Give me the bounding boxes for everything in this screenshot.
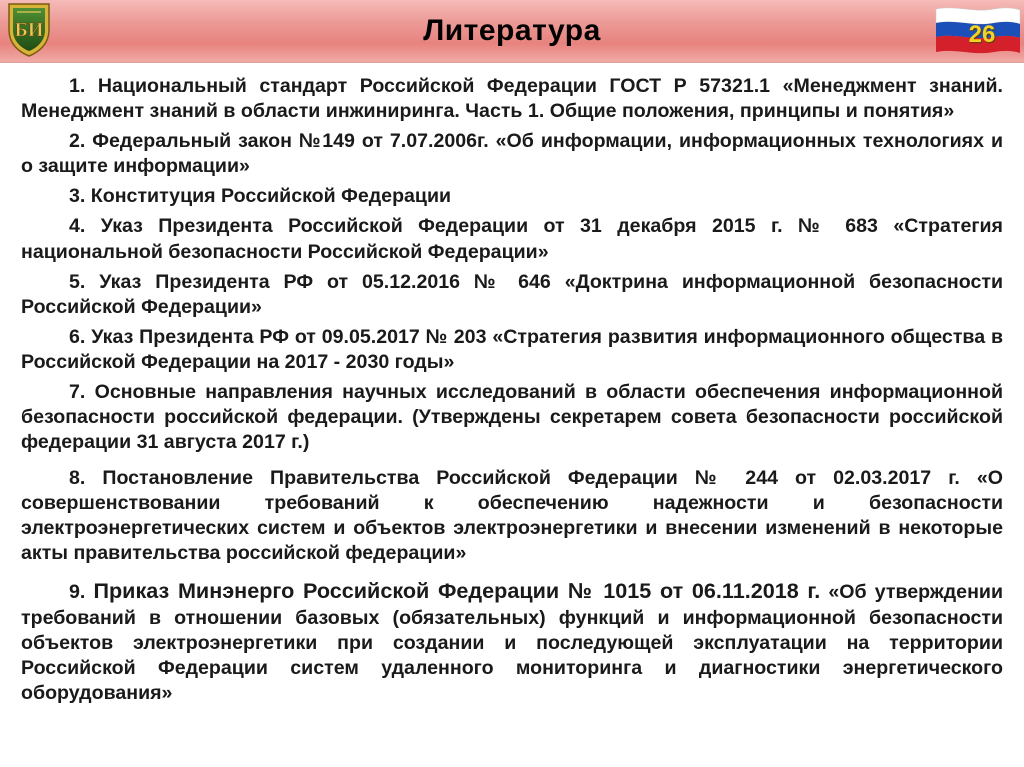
reference-list xyxy=(21,74,1003,711)
reference-item-6: 6. Указ Президента РФ от 09.05.2017 № 203 «Стратегия развития информационного общества в Российской Федерации на 2017 - 2030 годы» xyxy=(21,325,1003,374)
reference-item-7: 7. Основные направления научных исследований в области обеспечения информационной безопасности российской федерации. (Утверждены секретарем совета безопасности российской федерации 31 августа 2017 г.) xyxy=(21,381,1003,454)
reference-item-9-title: Приказ Минэнерго Российской Федерации № 1015 от 06.11.2018 г. xyxy=(93,578,821,604)
reference-item-9-number: 9. xyxy=(69,581,94,604)
reference-item-9 xyxy=(21,578,1003,706)
page-number: 26 xyxy=(968,21,996,48)
reference-item-1: 1. Национальный стандарт Российской Федерации ГОСТ Р 57321.1 «Менеджмент знаний. Менеджмент знаний в области инжиниринга. Часть 1. Общие положения, принципы и понятия» xyxy=(21,75,1003,123)
reference-item-9-text: «Об утверждении требований в отношении базовых (обязательных) функций и информационной безопасности объектов электроэнергетики при создании и последующей эксплуатации на территории Российской Федерации систем удаленного мониторинга и диагностики энергетического оборудования» xyxy=(21,581,1003,705)
reference-item-4: 4. Указ Президента Российской Федерации от 31 декабря 2015 г. № 683 «Стратегия национальной безопасности Российской Федерации» xyxy=(21,215,1003,263)
reference-item-8: 8. Постановление Правительства Российской Федерации № 244 от 02.03.2017 г. «О совершенствовании требований к обеспечению надежности и безопасности электроэнергетических систем и объектов электроэнергетики и внесении изменений в некоторые акты правительства российской федерации» xyxy=(21,466,1003,565)
reference-item-5: 5. Указ Президента РФ от 05.12.2016 № 646 «Доктрина информационной безопасности Российской Федерации» xyxy=(21,270,1003,318)
svg-text:БИ: БИ xyxy=(14,19,44,41)
header-bar xyxy=(0,0,1024,63)
reference-item-3: 3. Конституция Российской Федерации xyxy=(69,185,452,208)
reference-item-2: 2. Федеральный закон №149 от 7.07.2006г. «Об информации, информационных технологиях и о защите информации» xyxy=(21,130,1003,178)
page-title: Литература xyxy=(423,14,601,47)
